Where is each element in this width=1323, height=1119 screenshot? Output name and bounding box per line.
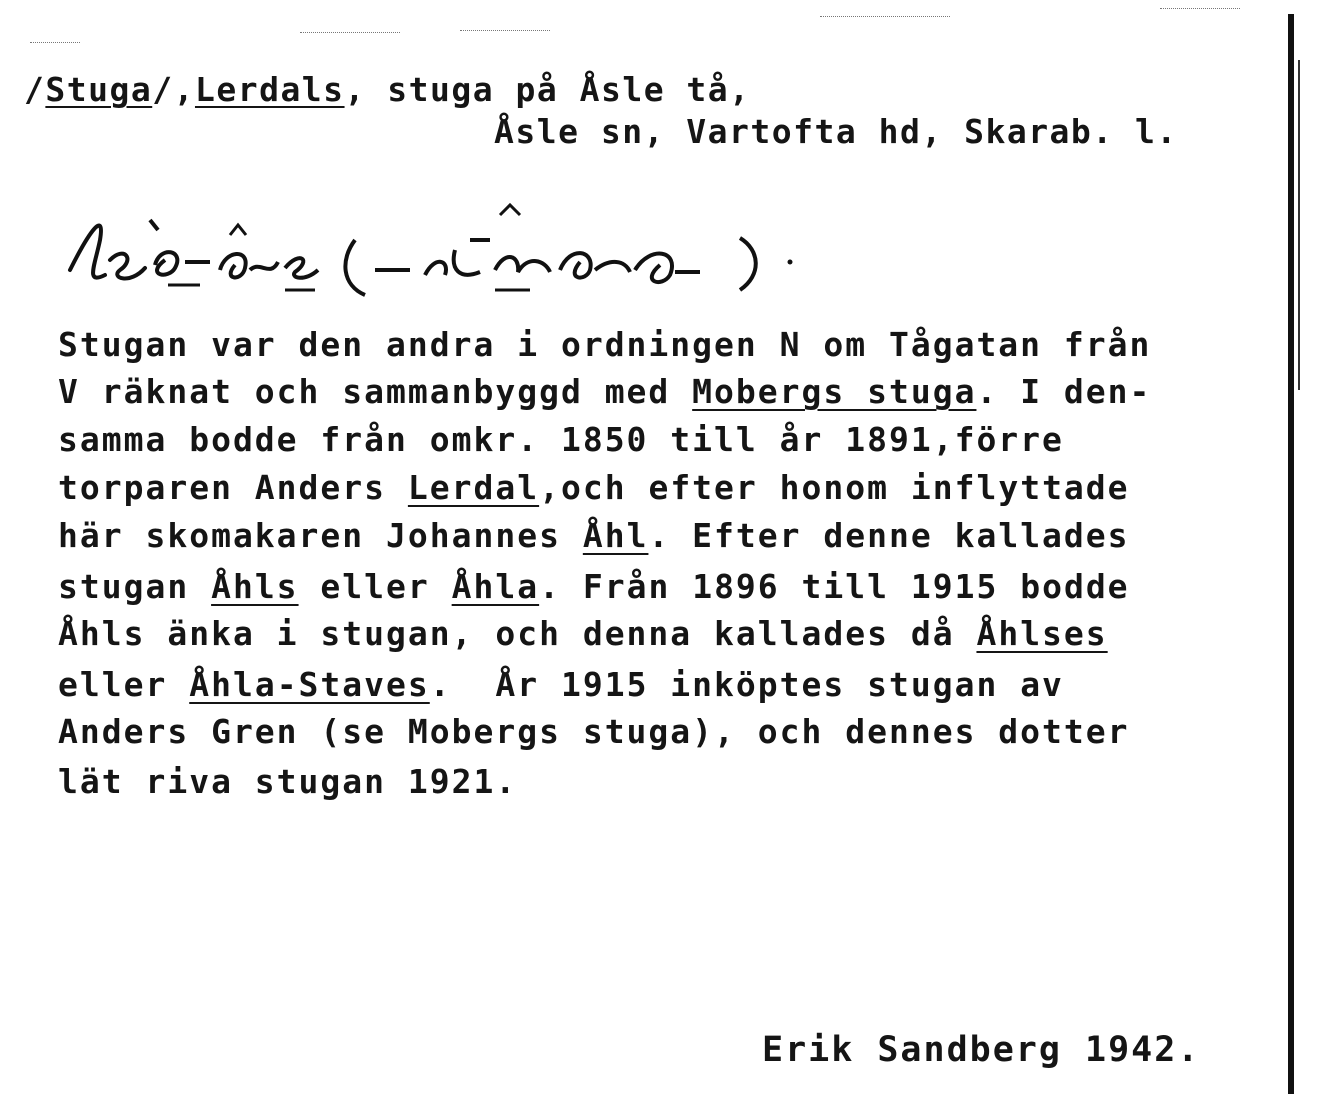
- signature: Erik Sandberg 1942.: [762, 1030, 1201, 1070]
- body-line: Åhls änka i stugan, och denna kallades då Åhlses: [58, 614, 1108, 653]
- body-line: torparen Anders Lerdal,och efter honom inflyttade: [58, 468, 1130, 507]
- scan-artifact: [300, 32, 400, 34]
- card-title: /Stuga/,Lerdals, stuga på Åsle tå,: [24, 70, 751, 109]
- body-line: V räknat och sammanbyggd med Mobergs stuga. I den-: [58, 372, 1152, 411]
- body-line: Stugan var den andra i ordningen N om Tågatan från: [58, 325, 1152, 364]
- underlined-name: Mobergs stuga: [692, 372, 977, 411]
- body-line: samma bodde från omkr. 1850 till år 1891,förre: [58, 420, 1064, 459]
- underlined-name: Åhla-Staves: [189, 665, 430, 704]
- card-location: Åsle sn, Vartofta hd, Skarab. l.: [494, 112, 1178, 151]
- underlined-name: Åhls: [211, 567, 299, 606]
- handwritten-pronunciation-text: [58, 212, 565, 280]
- body-line: här skomakaren Johannes Åhl. Efter denne kallades: [58, 516, 1130, 555]
- underlined-name: Lerdal: [407, 468, 540, 507]
- card-edge-line: [1298, 60, 1300, 390]
- body-line: lät riva stugan 1921.: [58, 762, 518, 801]
- scan-artifact: [1160, 8, 1240, 10]
- underlined-name: Åhlses: [976, 614, 1108, 653]
- body-line: Anders Gren (se Mobergs stuga), och dennes dotter: [58, 712, 1130, 751]
- card-edge-shadow: [1288, 14, 1294, 1094]
- scan-artifact: [820, 16, 950, 18]
- underlined-name: Åhl: [582, 516, 649, 555]
- body-line: stugan Åhls eller Åhla. Från 1896 till 1915 bodde: [58, 567, 1130, 606]
- underlined-name: Åhla: [451, 567, 540, 606]
- scan-artifact: [30, 42, 80, 44]
- scan-artifact: [460, 30, 550, 32]
- body-line: eller Åhla-Staves. År 1915 inköptes stugan av: [58, 665, 1064, 704]
